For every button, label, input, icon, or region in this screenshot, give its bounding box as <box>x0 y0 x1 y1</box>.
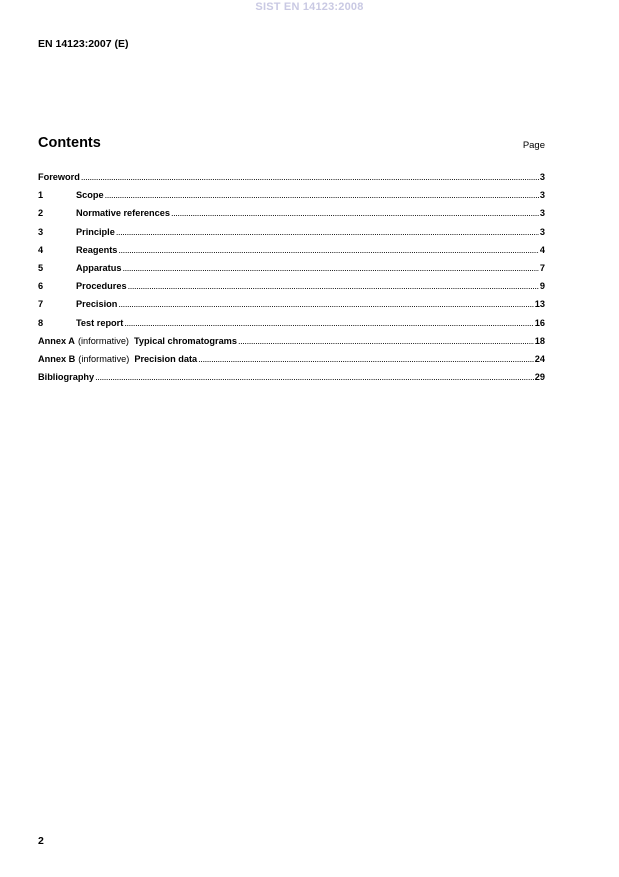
dot-leader <box>118 299 533 309</box>
dot-leader <box>116 227 539 237</box>
toc-entry-page: 24 <box>534 353 545 364</box>
page-number: 2 <box>38 835 44 847</box>
toc-entry-number: 8 <box>38 317 44 328</box>
toc-entry-number: 6 <box>38 281 44 292</box>
toc-entry-reagents[interactable] <box>38 245 545 263</box>
toc-entry-page: 7 <box>539 262 545 273</box>
annex-label: Annex A <box>38 335 75 346</box>
toc-entry-procedures[interactable] <box>38 281 545 299</box>
document-id: EN 14123:2007 (E) <box>38 38 129 50</box>
table-of-contents <box>38 172 545 390</box>
toc-entry-title: Test report <box>76 317 124 328</box>
toc-entry-page: 3 <box>539 172 545 182</box>
toc-entry-number: 1 <box>38 190 44 201</box>
toc-entry-title: Scope <box>76 190 104 201</box>
toc-entry-annex-a[interactable] <box>38 336 545 354</box>
toc-entry-page: 3 <box>539 208 545 219</box>
annex-type: (informative) <box>77 335 129 346</box>
toc-entry-title: Precision <box>76 299 118 310</box>
annex-label: Annex B <box>38 353 76 364</box>
toc-entry-page: 29 <box>534 372 545 383</box>
dot-leader <box>118 245 539 255</box>
toc-entry-title: Reagents <box>76 244 118 255</box>
toc-entry-principle[interactable] <box>38 227 545 245</box>
page-column-label: Page <box>522 140 545 151</box>
toc-entry-number: 2 <box>38 208 44 219</box>
dot-leader <box>198 354 534 364</box>
dot-leader <box>81 172 539 182</box>
toc-entry-page: 3 <box>539 226 545 237</box>
toc-entry-normative-references[interactable] <box>38 208 545 226</box>
toc-entry-bibliography[interactable] <box>38 372 545 390</box>
dot-leader <box>95 372 534 382</box>
toc-entry-test-report[interactable] <box>38 318 545 336</box>
dot-leader <box>128 281 539 291</box>
toc-entry-title: Normative references <box>76 208 170 219</box>
toc-entry-title: Precision data <box>134 353 198 364</box>
toc-entry-title: Procedures <box>76 281 127 292</box>
toc-entry-precision[interactable] <box>38 299 545 317</box>
toc-entry-number: 4 <box>38 244 44 255</box>
toc-entry-title: Principle <box>76 226 115 237</box>
toc-entry-number: 7 <box>38 299 44 310</box>
annex-type: (informative) <box>78 353 130 364</box>
dot-leader <box>171 208 539 218</box>
toc-entry-number: 3 <box>38 226 44 237</box>
toc-entry-apparatus[interactable] <box>38 263 545 281</box>
toc-entry-page: 4 <box>539 244 545 255</box>
contents-title: Contents <box>38 135 101 151</box>
toc-entry-annex-b[interactable] <box>38 354 545 372</box>
toc-entry-number: 5 <box>38 262 44 273</box>
dot-leader <box>105 190 539 200</box>
toc-entry-foreword[interactable] <box>38 172 545 190</box>
toc-entry-title: Foreword <box>38 172 80 182</box>
toc-entry-title: Apparatus <box>76 262 122 273</box>
dot-leader <box>238 336 534 346</box>
dot-leader <box>124 318 533 328</box>
toc-entry-title: Typical chromatograms <box>134 335 237 346</box>
toc-entry-page: 9 <box>539 281 545 292</box>
toc-entry-page: 16 <box>534 317 545 328</box>
toc-entry-page: 13 <box>534 299 545 310</box>
toc-entry-page: 18 <box>534 335 545 346</box>
dot-leader <box>122 263 538 273</box>
toc-entry-page: 3 <box>539 190 545 201</box>
watermark: SIST EN 14123:2008 <box>255 1 364 13</box>
toc-entry-title: Bibliography <box>38 372 95 383</box>
toc-entry-scope[interactable] <box>38 190 545 208</box>
